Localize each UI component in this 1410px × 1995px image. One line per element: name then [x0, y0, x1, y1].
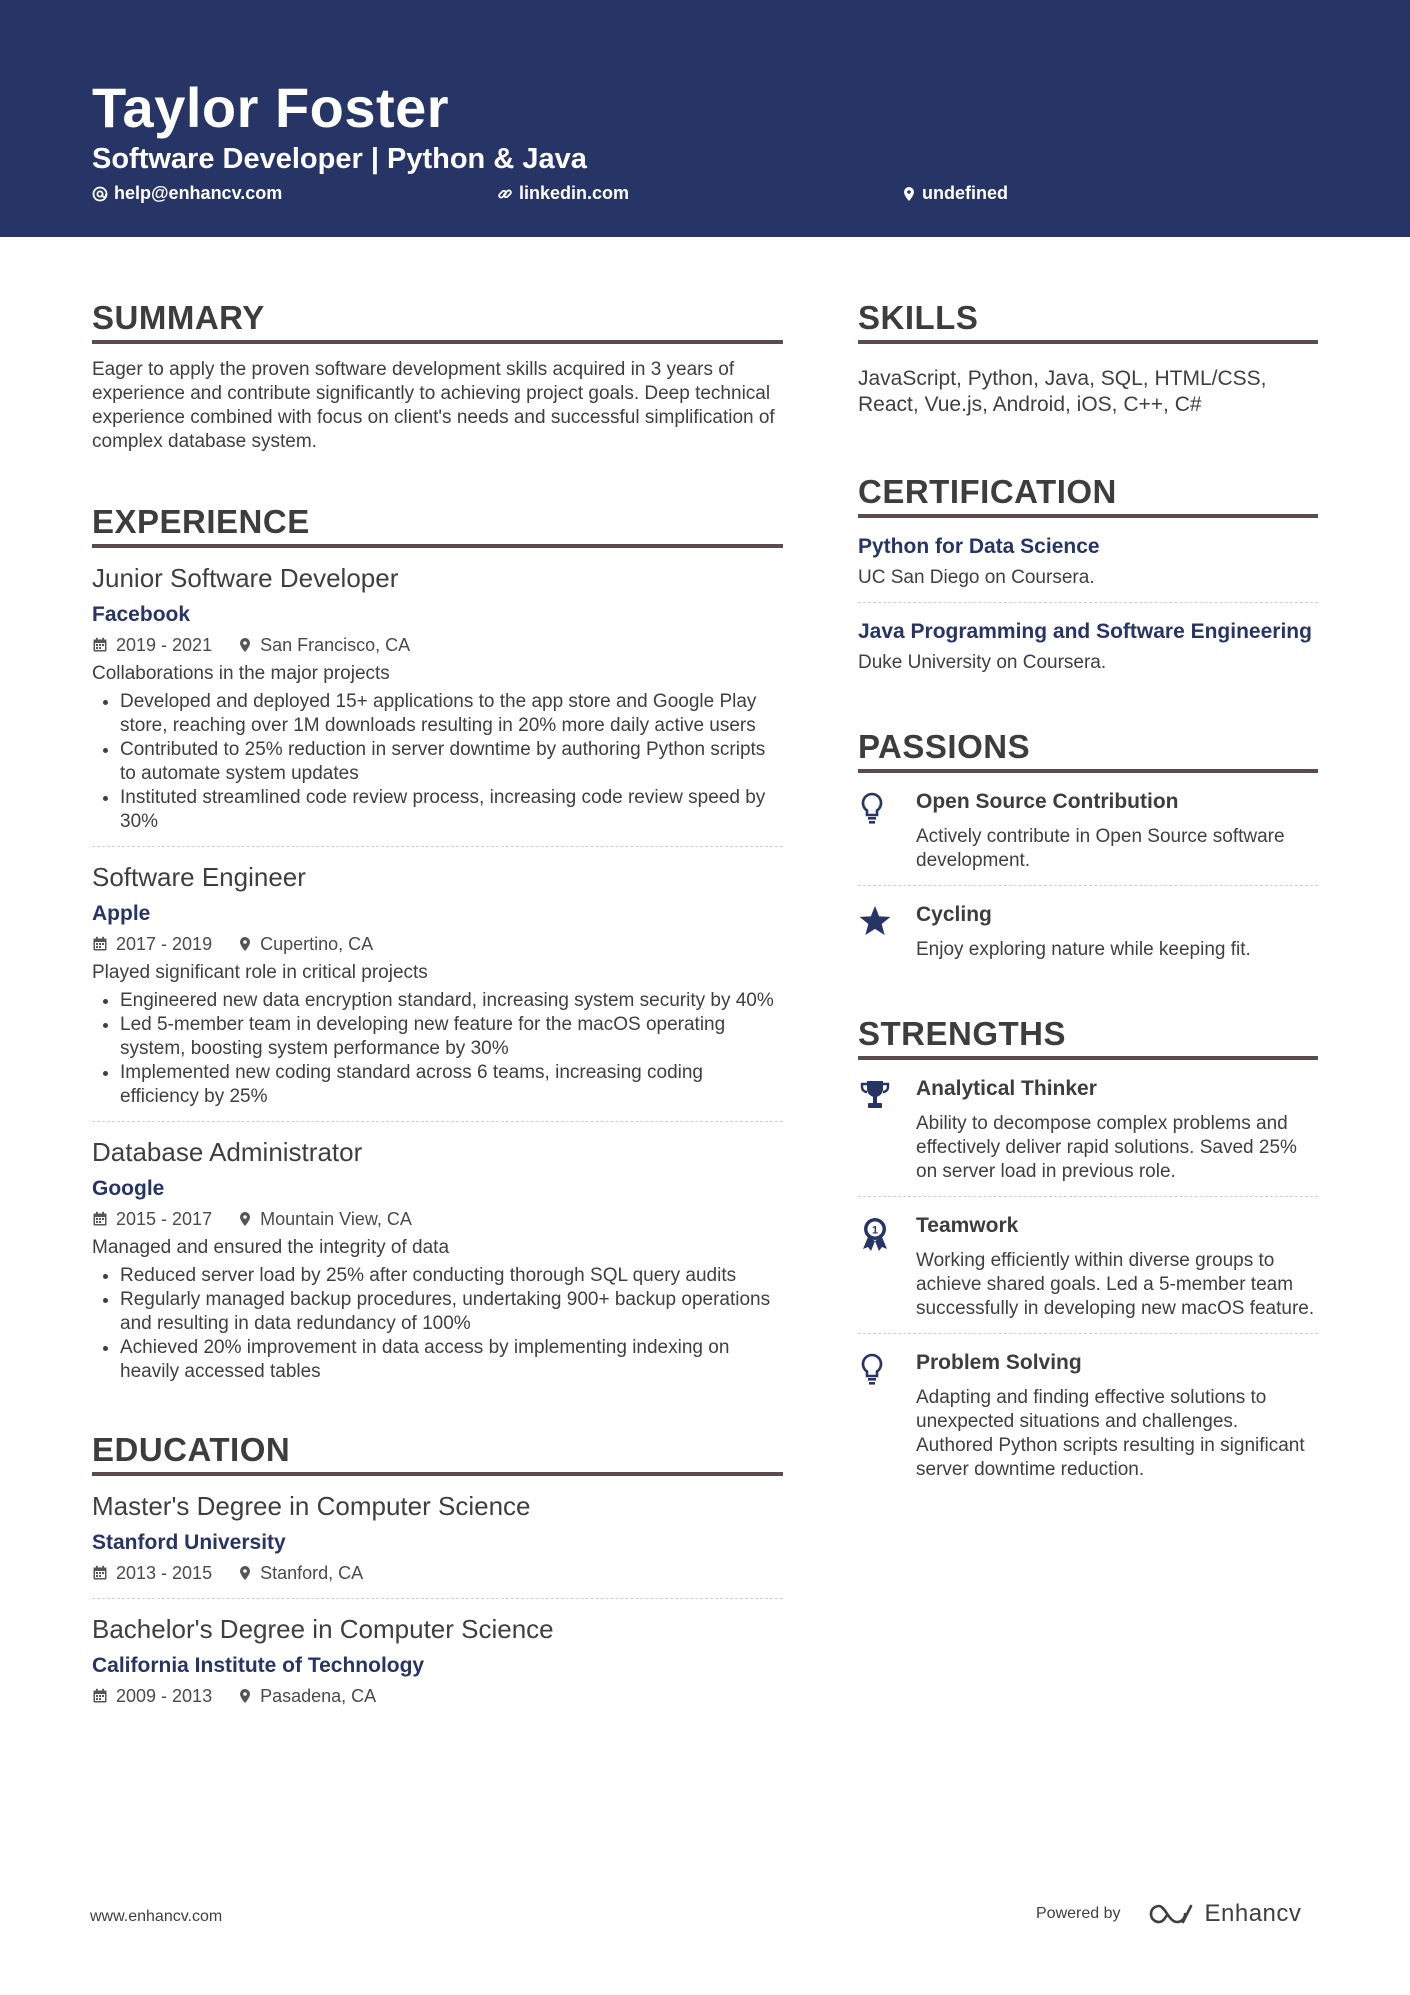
- experience-item: [92, 562, 783, 847]
- bullet-item: • Instituted streamlined code review process, increasing code review speed by 30%: [120, 786, 783, 834]
- contact-location: [902, 183, 1008, 204]
- passion-title: Cycling: [916, 903, 992, 926]
- brand-name: Enhancv: [1204, 1900, 1302, 1927]
- footer-branding: [1036, 1900, 1301, 1928]
- degree-title: Master's Degree in Computer Science: [92, 1491, 531, 1521]
- right-column: [858, 298, 1318, 1482]
- trophy-icon: [858, 1078, 892, 1112]
- bullet-item: • Engineered new data encryption standard, increasing system security by 40%: [120, 989, 783, 1013]
- contact-email[interactable]: [92, 183, 282, 204]
- item-divider: [92, 1598, 783, 1599]
- calendar-icon: [92, 1565, 108, 1581]
- education-location: Pasadena, CA: [260, 1686, 377, 1706]
- strengths-title: STRENGTHS: [858, 1014, 1318, 1060]
- education-dates: 2009 - 2013: [116, 1686, 213, 1706]
- education-item: [92, 1613, 783, 1709]
- job-meta: [92, 1206, 783, 1232]
- certification-issuer: UC San Diego on Coursera.: [858, 567, 1095, 588]
- strength-title: Analytical Thinker: [916, 1077, 1097, 1100]
- email-text: help@enhancv.com: [114, 183, 283, 203]
- lightbulb-icon: [858, 1352, 886, 1386]
- job-dates: 2019 - 2021: [116, 635, 213, 655]
- item-divider: [858, 1196, 1318, 1197]
- strength-description: Adapting and finding effective solutions to unexpected situations and challenges. Authored Python scripts resulting in significant server downtime reduction.: [916, 1387, 1305, 1480]
- company-name: Google: [92, 1177, 165, 1200]
- passions-section: [858, 727, 1318, 962]
- education-title: EDUCATION: [92, 1430, 783, 1476]
- company-name: Facebook: [92, 603, 191, 626]
- job-dates: 2017 - 2019: [116, 934, 213, 954]
- medal-icon: [858, 1215, 892, 1253]
- bullet-item: • Reduced server load by 25% after conducting thorough SQL query audits: [120, 1264, 783, 1288]
- item-divider: [92, 846, 783, 847]
- job-title: Database Administrator: [92, 1137, 363, 1167]
- lightbulb-icon: [858, 791, 886, 825]
- location-pin-icon: [902, 186, 916, 202]
- bullet-item: • Developed and deployed 15+ applications to the app store and Google Play store, reaching over 1M downloads resulting in 20% more daily active users: [120, 690, 783, 738]
- candidate-role: Software Developer | Python & Java: [92, 143, 587, 175]
- skills-section: [858, 298, 1318, 418]
- experience-section: [92, 502, 783, 1384]
- job-dates: 2015 - 2017: [116, 1209, 213, 1229]
- passions-title: PASSIONS: [858, 727, 1318, 773]
- job-description: Played significant role in critical projects: [92, 962, 428, 983]
- school-name: Stanford University: [92, 1531, 286, 1554]
- location-pin-icon: [238, 1688, 252, 1704]
- strength-description: Ability to decompose complex problems and effectively deliver rapid solutions. Saved 25% on server load in previous role.: [916, 1113, 1297, 1182]
- item-divider: [858, 885, 1318, 886]
- bullet-item: • Led 5-member team in developing new feature for the macOS operating system, boosting system performance by 30%: [120, 1013, 783, 1061]
- location-text: undefined: [922, 183, 1008, 203]
- job-bullets: [92, 989, 783, 1109]
- item-divider: [858, 602, 1318, 603]
- passion-description: Enjoy exploring nature while keeping fit.: [916, 939, 1251, 960]
- svg-text:1: 1: [871, 1224, 879, 1237]
- skills-title: SKILLS: [858, 298, 1318, 344]
- job-location: Cupertino, CA: [260, 934, 374, 954]
- calendar-icon: [92, 1211, 108, 1227]
- strength-title: Problem Solving: [916, 1351, 1082, 1374]
- degree-title: Bachelor's Degree in Computer Science: [92, 1614, 554, 1644]
- candidate-name: Taylor Foster: [92, 76, 450, 139]
- job-meta: [92, 931, 783, 957]
- location-pin-icon: [238, 1565, 252, 1581]
- strength-item: [858, 1076, 1318, 1184]
- strengths-section: [858, 1014, 1318, 1482]
- company-name: Apple: [92, 902, 151, 925]
- education-meta: [92, 1560, 783, 1586]
- calendar-icon: [92, 1688, 108, 1704]
- job-location: Mountain View, CA: [260, 1209, 412, 1229]
- item-divider: [858, 1333, 1318, 1334]
- school-name: California Institute of Technology: [92, 1654, 425, 1677]
- education-dates: 2013 - 2015: [116, 1563, 213, 1583]
- link-icon: [497, 186, 513, 202]
- bullet-item: • Contributed to 25% reduction in server downtime by authoring Python scripts to automate system updates: [120, 738, 783, 786]
- education-meta: [92, 1683, 783, 1709]
- strength-item: [858, 1213, 1318, 1321]
- education-item: [92, 1490, 783, 1599]
- certification-item: [858, 534, 1318, 603]
- link-text: linkedin.com: [519, 183, 630, 203]
- job-title: Software Engineer: [92, 862, 306, 892]
- item-divider: [92, 1121, 783, 1122]
- calendar-icon: [92, 936, 108, 952]
- strength-title: Teamwork: [916, 1214, 1019, 1237]
- summary-text: Eager to apply the proven software development skills acquired in 3 years of experience and contribute significantly to achieving project goals. Deep technical experience combined with focus on client's needs and successful simplification of complex database system.: [92, 359, 775, 452]
- location-pin-icon: [238, 637, 252, 653]
- certification-section: [858, 472, 1318, 675]
- bullet-item: • Regularly managed backup procedures, undertaking 900+ backup operations and resulting in data redundancy of 100%: [120, 1288, 783, 1336]
- skills-list: JavaScript, Python, Java, SQL, HTML/CSS, React, Vue.js, Android, iOS, C++, C#: [858, 367, 1267, 416]
- powered-by-text: Powered by: [1036, 1905, 1121, 1922]
- certification-issuer: Duke University on Coursera.: [858, 652, 1107, 673]
- job-description: Collaborations in the major projects: [92, 663, 390, 684]
- summary-section: [92, 298, 783, 454]
- job-meta: [92, 632, 783, 658]
- certification-item: [858, 619, 1318, 675]
- location-pin-icon: [238, 1211, 252, 1227]
- job-title: Junior Software Developer: [92, 563, 399, 593]
- left-column: [92, 298, 783, 1709]
- job-bullets: [92, 1264, 783, 1384]
- bullet-item: • Achieved 20% improvement in data access by implementing indexing on heavily accessed tables: [120, 1336, 783, 1384]
- passion-item: [858, 902, 1318, 962]
- strength-item: [858, 1350, 1318, 1482]
- certification-name: Python for Data Science: [858, 535, 1100, 558]
- certification-title: CERTIFICATION: [858, 472, 1318, 518]
- star-icon: [858, 904, 892, 938]
- summary-title: SUMMARY: [92, 298, 783, 344]
- footer-website[interactable]: www.enhancv.com: [90, 1908, 223, 1925]
- contact-link[interactable]: [497, 183, 629, 204]
- location-pin-icon: [238, 936, 252, 952]
- job-bullets: [92, 690, 783, 834]
- bullet-item: • Implemented new coding standard across 6 teams, increasing coding efficiency by 25%: [120, 1061, 783, 1109]
- education-location: Stanford, CA: [260, 1563, 364, 1583]
- certification-name: Java Programming and Software Engineering: [858, 620, 1312, 643]
- job-description: Managed and ensured the integrity of data: [92, 1237, 450, 1258]
- passion-description: Actively contribute in Open Source software development.: [916, 826, 1285, 871]
- enhancv-logo-icon: [1147, 1902, 1195, 1926]
- calendar-icon: [92, 637, 108, 653]
- passion-title: Open Source Contribution: [916, 790, 1179, 813]
- resume-header: [0, 0, 1410, 237]
- at-icon: [92, 186, 108, 202]
- experience-item: [92, 861, 783, 1122]
- experience-item: [92, 1136, 783, 1384]
- job-location: San Francisco, CA: [260, 635, 411, 655]
- education-section: [92, 1430, 783, 1709]
- strength-description: Working efficiently within diverse groups to achieve shared goals. Led a 5-member team successfully in developing new macOS feature.: [916, 1250, 1315, 1319]
- experience-title: EXPERIENCE: [92, 502, 783, 548]
- passion-item: [858, 789, 1318, 873]
